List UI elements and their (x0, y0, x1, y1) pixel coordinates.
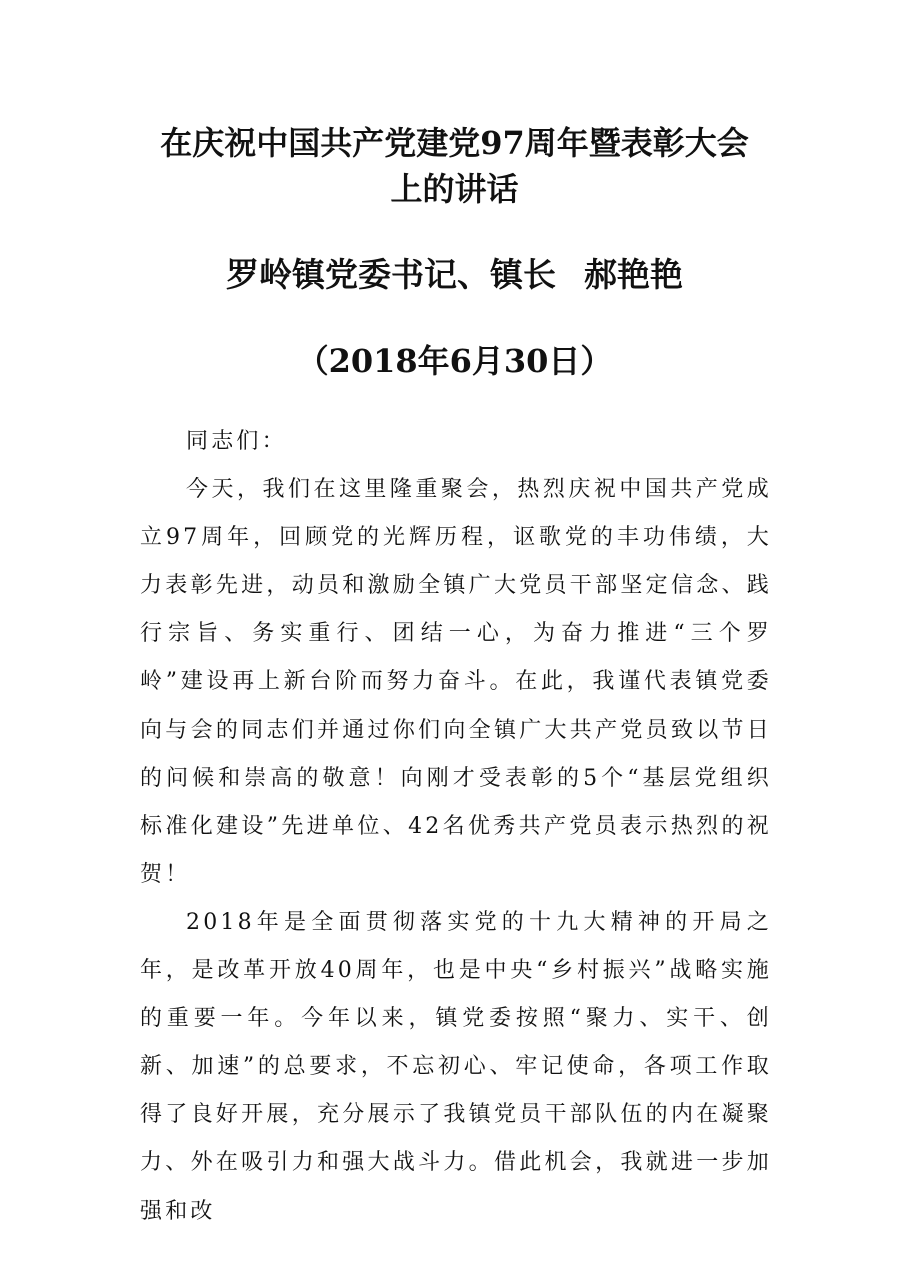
speech-date: （2018年6月30日） (296, 342, 613, 380)
paragraph-1: 今天，我们在这里隆重聚会，热烈庆祝中国共产党成立97周年，回顾党的光辉历程，讴歌党的丰功伟绩，大力表彰先进，动员和激励全镇广大党员干部坚定信念、践行宗旨、务实重行、团结一心，为奋力推进“三个罗岭”建设再上新台阶而努力奋斗。在此，我谨代表镇党委向与会的同志们并通过你们向全镇广大共产党员致以节日的问候和崇高的敬意！向刚才受表彰的5个“基层党组织标准化建设”先进单位、42名优秀共产党员表示热烈的祝贺！ (140, 477, 772, 887)
salutation: 同志们： (186, 429, 287, 454)
author-title: 罗岭镇党委书记、镇长 (226, 255, 556, 294)
speech-body (140, 418, 772, 1236)
document-title-line-1: 在庆祝中国共产党建党97周年暨表彰大会 (160, 124, 749, 162)
author-line (100, 250, 809, 300)
paragraph-2: 2018年是全面贯彻落实党的十九大精神的开局之年，是改革开放40周年，也是中央“乡村振兴”战略实施的重要一年。今年以来，镇党委按照“聚力、实干、创新、加速”的总要求，不忘初心、牢记使命，各项工作取得了良好开展，充分展示了我镇党员干部队伍的内在凝聚力、外在吸引力和强大战斗力。借此机会，我就进一步加强和改 (140, 909, 772, 1224)
document-title-line-2: 上的讲话 (390, 170, 519, 208)
author-name: 郝艳艳 (584, 255, 683, 294)
